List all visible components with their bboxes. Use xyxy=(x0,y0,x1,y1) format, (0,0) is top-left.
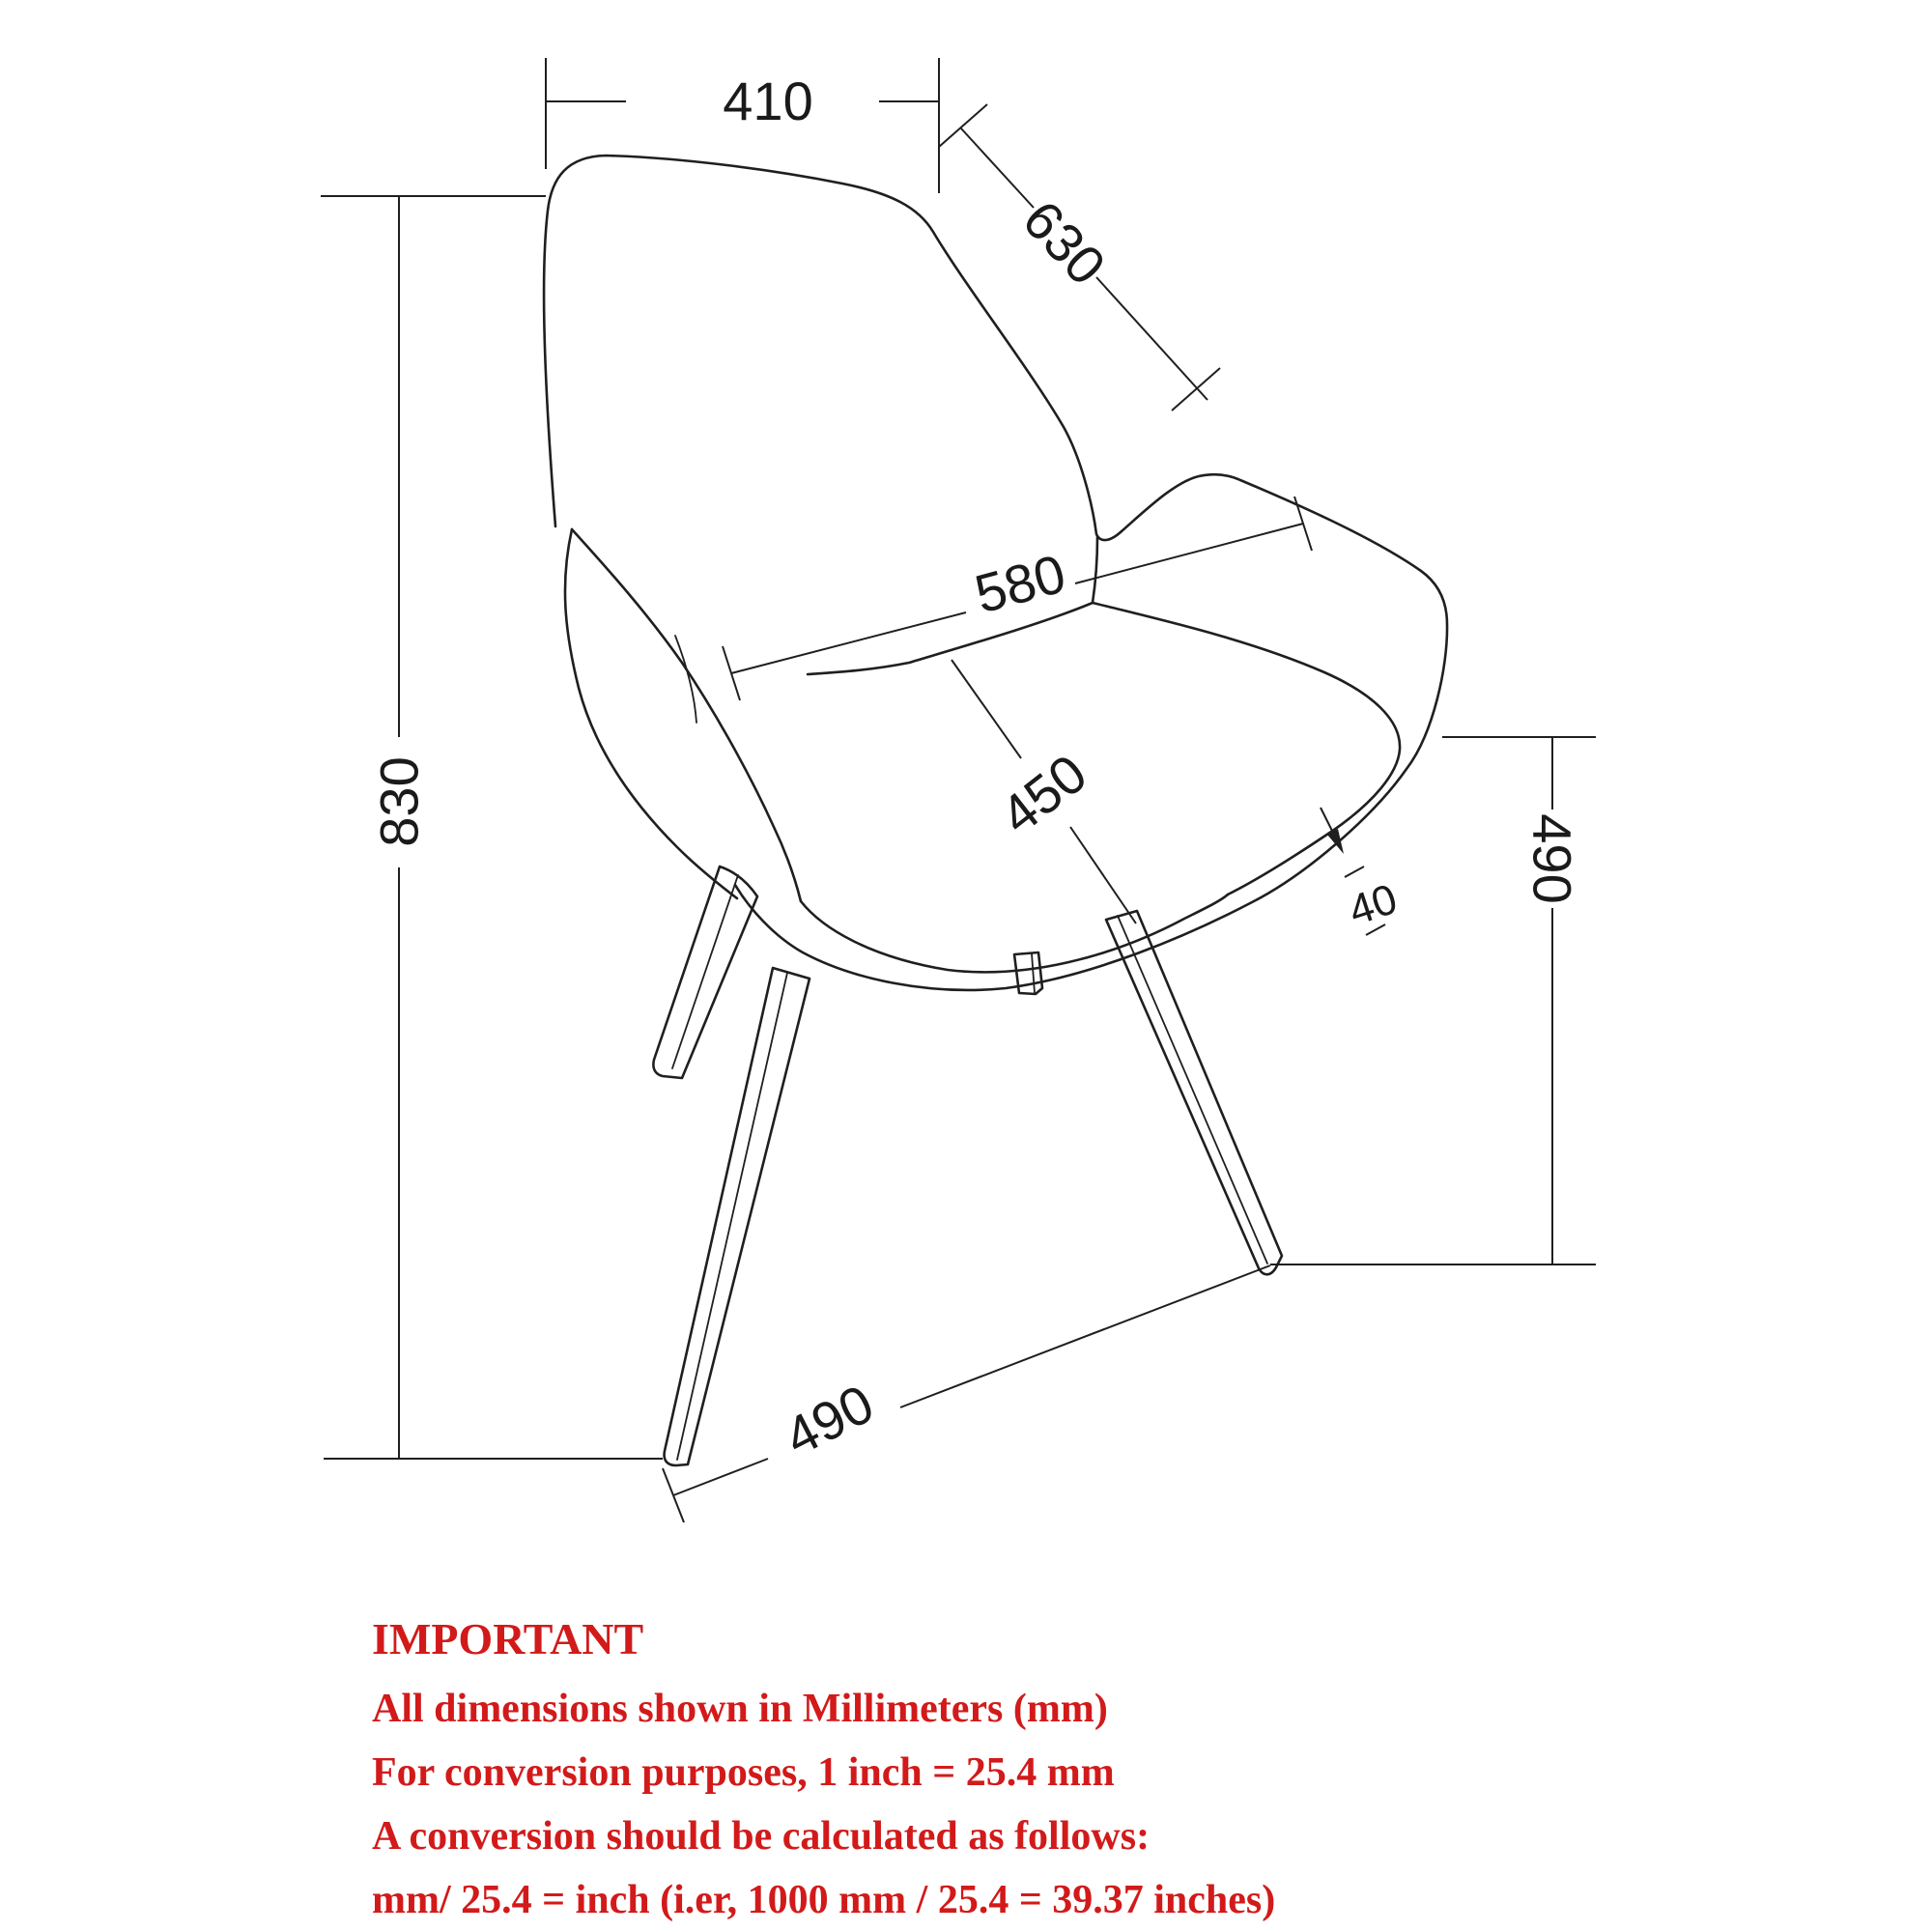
dimension-overall-height xyxy=(321,196,663,1459)
right-leg-edge-line xyxy=(1118,916,1267,1264)
notice-line-4: mm/ 25.4 = inch (i.er, 1000 mm / 25.4 = 39.37 inches) xyxy=(372,1878,1276,1922)
dimension-seat-width xyxy=(723,497,1312,700)
seat-bowl-inner-edge xyxy=(1093,603,1400,895)
notice-heading: IMPORTANT xyxy=(372,1614,644,1663)
notice-line-1: All dimensions shown in Millimeters (mm) xyxy=(372,1687,1108,1731)
left-armrest-outer-edge xyxy=(565,529,737,898)
chair-legs xyxy=(653,867,1282,1465)
tick-slash xyxy=(1294,497,1312,551)
dimension-label-630: 630 xyxy=(1011,188,1118,297)
dimension-label-830: 830 xyxy=(368,756,430,847)
dimension-label-410: 410 xyxy=(723,71,813,131)
tick-slash xyxy=(1345,867,1364,877)
back-leg-stub xyxy=(1014,952,1042,994)
dimension-line xyxy=(1070,827,1136,923)
dimension-base-depth xyxy=(663,1265,1270,1522)
dimension-label-580: 580 xyxy=(968,542,1072,625)
dimension-seat-height xyxy=(1270,737,1596,1264)
dimension-line xyxy=(900,1265,1270,1407)
dimension-line xyxy=(1096,277,1208,400)
tick-slash xyxy=(939,104,987,147)
dimension-label-450: 450 xyxy=(988,742,1098,846)
left-armrest-inner-edge xyxy=(572,529,801,901)
dimension-seat-depth xyxy=(952,660,1136,923)
dimension-line xyxy=(1075,524,1303,583)
dimension-rim-thickness xyxy=(1321,808,1403,935)
dimension-label-490-bottom: 490 xyxy=(775,1372,883,1468)
dimension-label-40: 40 xyxy=(1343,874,1404,935)
dimension-back-diagonal xyxy=(939,104,1220,411)
dimension-line xyxy=(961,128,1034,208)
notice-line-3: A conversion should be calculated as follows: xyxy=(372,1814,1151,1859)
notice-line-2: For conversion purposes, 1 inch = 25.4 mm xyxy=(372,1750,1115,1795)
notice-block xyxy=(372,1614,1275,1922)
front-left-leg-edge-line xyxy=(672,875,738,1068)
dimension-top-width xyxy=(546,58,939,193)
bottom-left-leg-edge-line xyxy=(677,973,787,1460)
bottom-left-leg xyxy=(665,968,810,1465)
dimension-line xyxy=(952,660,1021,758)
tick-slash xyxy=(1172,368,1220,411)
back-leg-stub-edge-line xyxy=(1032,953,1035,993)
dimension-label-490-right: 490 xyxy=(1521,813,1583,904)
dimension-line xyxy=(731,612,966,673)
